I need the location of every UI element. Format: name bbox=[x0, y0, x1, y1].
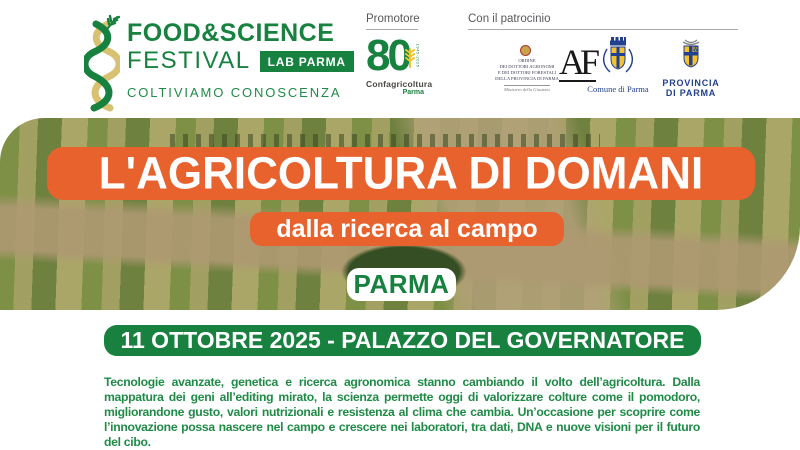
promoter-label: Promotore bbox=[366, 13, 418, 30]
ordine-line2: DEI DOTTORI AGRONOMI bbox=[499, 63, 555, 69]
provincia-caption bbox=[654, 78, 728, 99]
brand-subtitle: FESTIVAL bbox=[127, 47, 251, 74]
ordine-line3: E DEI DOTTORI FORESTALI bbox=[497, 69, 557, 75]
confagricoltura-logo bbox=[366, 31, 433, 96]
ordine-line1: ORDINE bbox=[518, 58, 536, 63]
header-bar bbox=[0, 0, 800, 118]
dna-wheat-helix-icon bbox=[84, 14, 120, 117]
confagricoltura-name: Confagricoltura bbox=[366, 78, 433, 89]
brand-lockup bbox=[127, 20, 354, 100]
confagricoltura-location: Parma bbox=[402, 88, 424, 96]
subtitle-banner bbox=[250, 212, 564, 246]
title-banner bbox=[47, 147, 755, 200]
comune-crest-icon bbox=[596, 37, 640, 77]
anniversary-years: 1945-2025 bbox=[415, 43, 421, 68]
promoter-block bbox=[366, 13, 433, 96]
provincia-crest-icon bbox=[676, 37, 706, 71]
wheat-icon bbox=[405, 45, 415, 73]
ordine-line4: DELLA PROVINCIA DI PARMA bbox=[495, 75, 559, 81]
ordine-emblem-icon bbox=[520, 45, 531, 56]
ministry-caption: Ministero della Giustizia bbox=[504, 85, 550, 93]
date-venue-text: 11 OTTOBRE 2025 - PALAZZO DEL GOVERNATORE bbox=[120, 327, 685, 353]
brand-tagline: COLTIVIAMO CONOSCENZA bbox=[127, 85, 342, 100]
provincia-di-parma-logo bbox=[654, 37, 728, 99]
date-venue-bar bbox=[104, 325, 701, 356]
event-description: Tecnologie avanzate, genetica e ricerca agronomica stanno cambiando il volto dell’agricoltura. Dalla mappatura dei geni all’editing mirato, la scienza permette oggi di valorizzare colture come il pomodoro, migliorandone gusto, valori nutrizionali e resistenza al clima che cambia. Un’occasione per scoprire come l’innovazione possa nascere nel campo e crescere nei laboratori, tra dati, DNA e nuove visioni per il futuro del cibo. bbox=[104, 375, 700, 450]
provincia-caption-line2: DI PARMA bbox=[665, 88, 717, 99]
patronage-label: Con il patrocinio bbox=[468, 13, 738, 30]
ordine-text bbox=[494, 58, 560, 82]
confagricoltura-80-number: 80 bbox=[366, 31, 409, 80]
city-badge bbox=[347, 268, 456, 301]
comune-caption: Comune di Parma bbox=[587, 84, 649, 94]
aerial-field-photo bbox=[0, 118, 800, 310]
brand-title: FOOD&SCIENCE bbox=[127, 19, 335, 47]
patronage-block bbox=[468, 13, 738, 108]
city-name: PARMA bbox=[353, 269, 450, 299]
af-monogram-icon: AF bbox=[558, 42, 595, 82]
event-title: L'AGRICOLTURA DI DOMANI bbox=[98, 147, 704, 199]
provincia-caption-line1: PROVINCIA bbox=[662, 78, 720, 88]
event-subtitle: dalla ricerca al campo bbox=[276, 214, 538, 243]
comune-di-parma-logo bbox=[576, 37, 660, 94]
lab-parma-badge: LAB PARMA bbox=[260, 51, 354, 72]
